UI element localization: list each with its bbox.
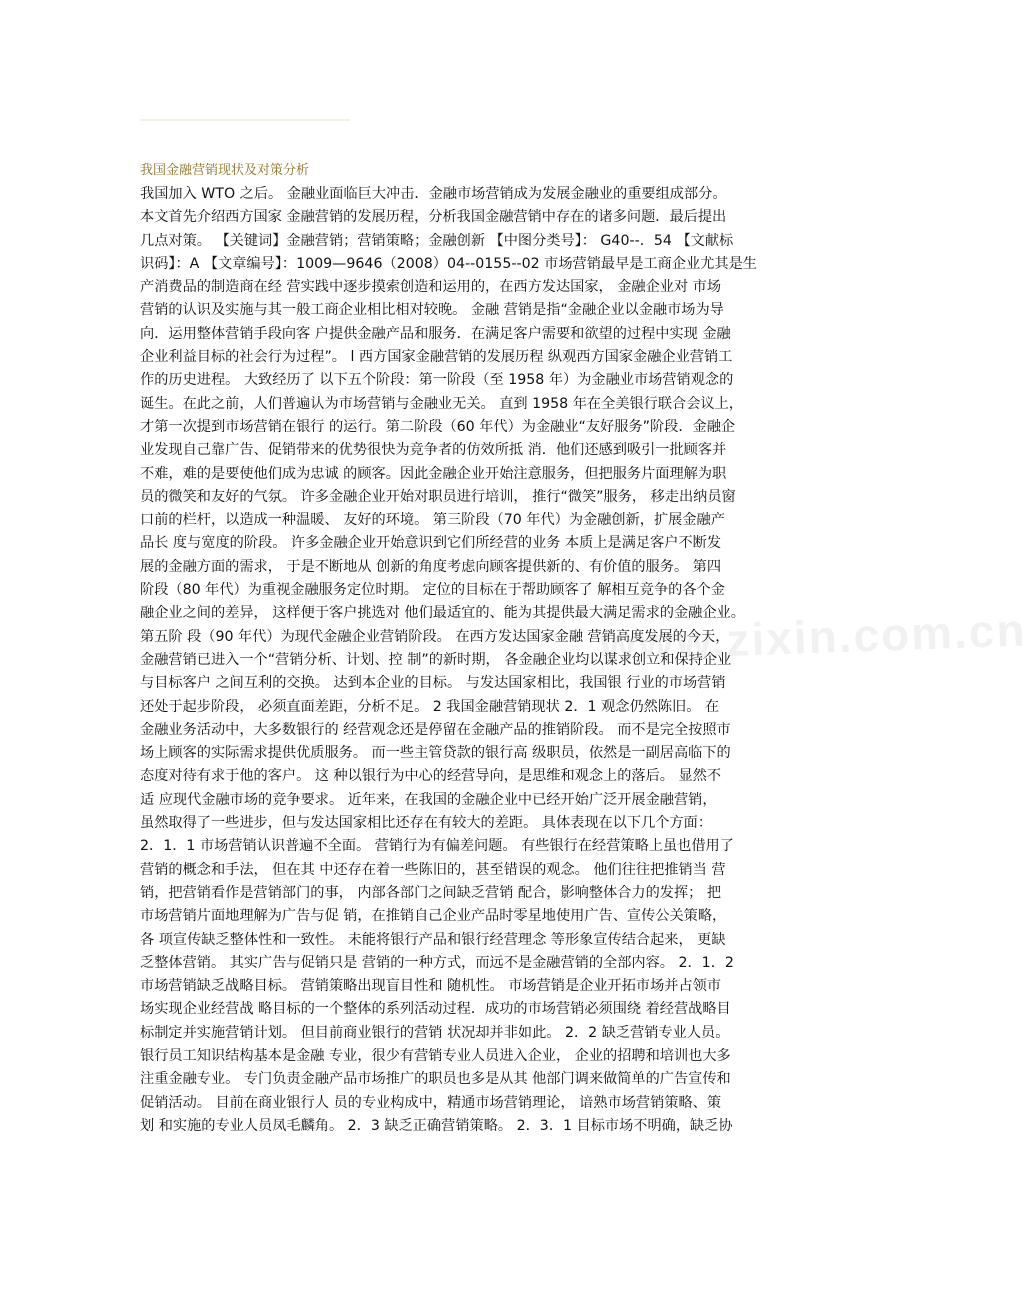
body-line: 识码】：A 【文章编号】：1009—9646（2008）04--0155--02 市场营销最早是工商企业尤其是生 — [140, 255, 757, 272]
body-line: 适 应现代金融市场的竞争要求。 近年来，在我国的金融企业中已经开始广泛开展金融营销， — [140, 791, 717, 808]
body-line: 银行员工知识结构基本是金融 专业，很少有营销专业人员进入企业， 企业的招聘和培训也大多 — [140, 1047, 731, 1064]
body-line: 各 项宣传缺乏整体性和一致性。 未能将银行产品和银行经营理念 等形象宣传结合起来， 更缺 — [140, 931, 726, 948]
body-line: 企业利益目标的社会行为过程”。 l 西方国家金融营销的发展历程 纵观西方国家金融企业营销工 — [140, 349, 733, 366]
body-line: 与目标客户 之间互利的交换。 达到本企业的目标。 与发达国家相比，我国银 行业的市场营销 — [140, 675, 726, 692]
body-line: 划 和实施的专业人员凤毛麟角。 2．3 缺乏正确营销策略。 2．3．1 目标市场不明确，缺乏协 — [140, 1117, 733, 1134]
body-line: 销，把营销看作是营销部门的事， 内部各部门之间缺乏营销 配合，影响整体合力的发挥； 把 — [140, 884, 722, 901]
body-line: 市场营销片面地理解为广告与促 销，在推销自己企业产品时零星地使用广告、宣传公关策略， — [140, 908, 727, 925]
body-line: 场实现企业经营战 略目标的一个整体的系列活动过程．成功的市场营销必须围绕 着经营战略目 — [140, 1001, 731, 1018]
body-line: 态度对待有求于他的客户。 这 种以银行为中心的经营导向，是思维和观念上的落后。 显然不 — [140, 768, 722, 785]
body-line: 向．运用整体营销手段向客 户提供金融产品和服务．在满足客户需要和欲望的过程中实现 金融 — [140, 325, 731, 342]
body-line: 还处于起步阶段， 必须直面差距，分析不足。 2 我国金融营销现状 2．1 观念仍然陈旧。 在 — [140, 698, 720, 715]
body-line: 不难，难的是要使他们成为忠诚 的顾客。因此金融企业开始注意服务，但把服务片面理解为职 — [140, 465, 727, 482]
body-line: 几点对策。 【关键词】金融营销；营销策略；金融创新 【中图分类号】： G40--．54 【文献标 — [140, 232, 734, 249]
header-divider — [140, 119, 350, 121]
body-line: 品长 度与宽度的阶段。 许多金融企业开始意识到它们所经营的业务 本质上是满足客户不断发 — [140, 535, 722, 552]
body-line: 虽然取得了一些进步，但与发达国家相比还存在有较大的差距。 具体表现在以下几个方面： — [140, 815, 713, 832]
body-line: 融企业之间的差异， 这样便于客户挑选对 他们最适宜的、能为其提供最大满足需求的金融企业。 — [140, 605, 745, 622]
body-line: 作的历史进程。 大致经历了 以下五个阶段：第一阶段（至 1958 年）为金融业市场营销观念的 — [140, 372, 734, 389]
body-line: 口前的栏杆，以造成一种温暖、 友好的环境。 第三阶段（70 年代）为金融创新，扩展金融产 — [140, 512, 725, 529]
body-line: 本文首先介绍西方国家 金融营销的发展历程，分析我国金融营销中存在的诸多问题．最后提出 — [140, 209, 727, 226]
body-line: 标制定并实施营销计划。 但目前商业银行的营销 状况却并非如此。 2．2 缺乏营销专业人员。 — [140, 1024, 730, 1041]
body-line: 注重金融专业。 专门负责金融产品市场推广的职员也多是从其 他部门调来做简单的广告宣传和 — [140, 1071, 731, 1088]
body-line: 场上顾客的实际需求提供优质服务。 而一些主管贷款的银行高 级职员，依然是一副居高临下的 — [140, 745, 731, 762]
body-line: 员的微笑和友好的气氛。 许多金融企业开始对职员进行培训， 推行“微笑”服务， 移走出纳员窗 — [140, 488, 736, 505]
body-line: 金融业务活动中，大多数银行的 经营观念还是停留在金融产品的推销阶段。 而不是完全按照市 — [140, 721, 731, 738]
document-body — [140, 183, 792, 1138]
document-title: 我国金融营销现状及对策分析 — [140, 163, 310, 178]
body-line: 市场营销缺乏战略目标。 营销策略出现盲目性和 随机性。 市场营销是企业开拓市场并占领市 — [140, 978, 722, 995]
body-line: 乏整体营销。 其实广告与促销只是 营销的一种方式，而远不是金融营销的全部内容。 2．1．2 — [140, 954, 734, 971]
body-line: 才第一次提到市场营销在银行 的运行。第二阶段（60 年代）为金融业“友好服务”阶段．金融企 — [140, 418, 736, 435]
body-line: 展的金融方面的需求， 于是不断地从 创新的角度考虑向顾客提供新的、有价值的服务。 第四 — [140, 558, 722, 575]
body-line: 第五阶 段（90 年代）为现代金融企业营销阶段。 在西方发达国家金融 营销高度发展的今天， — [140, 628, 730, 645]
body-line: 营销的认识及实施与其一般工商企业相比相对较晚。 金融 营销是指“金融企业以金融市场为导 — [140, 302, 724, 319]
body-line: 诞生。在此之前，人们普遍认为市场营销与金融业无关。 直到 1958 年在全美银行联合会议上， — [140, 395, 743, 412]
body-line: 促销活动。 目前在商业银行人 员的专业构成中，精通市场营销理论， 谙熟市场营销策略、策 — [140, 1094, 722, 1111]
body-line: 业发现自己靠广告、促销带来的优势很快为竞争者的仿效所抵 消．他们还感到吸引一批顾客并 — [140, 442, 727, 459]
body-line: 阶段（80 年代）为重视金融服务定位时期。 定位的目标在于帮助顾客了 解相互竞争的各个金 — [140, 582, 725, 599]
body-line: 金融营销已进入一个“营销分析、计划、控 制”的新时期， 各金融企业均以谋求创立和保持企业 — [140, 651, 732, 668]
body-line: 营销的概念和手法， 但在其 中还存在着一些陈旧的，甚至错误的观念。 他们往往把推销当 营 — [140, 861, 726, 878]
body-line: 2．1．1 市场营销认识普遍不全面。 营销行为有偏差问题。 有些银行在经营策略上虽也借用了 — [140, 838, 734, 855]
body-line: 我国加入 WTO 之后。 金融业面临巨大冲击．金融市场营销成为发展金融业的重要组成部分。 — [140, 186, 727, 202]
body-line: 产消费品的制造商在经 营实践中逐步摸索创造和运用的，在西方发达国家， 金融企业对 市场 — [140, 279, 722, 296]
watermark: www.zixin.com.cn — [599, 603, 1027, 671]
